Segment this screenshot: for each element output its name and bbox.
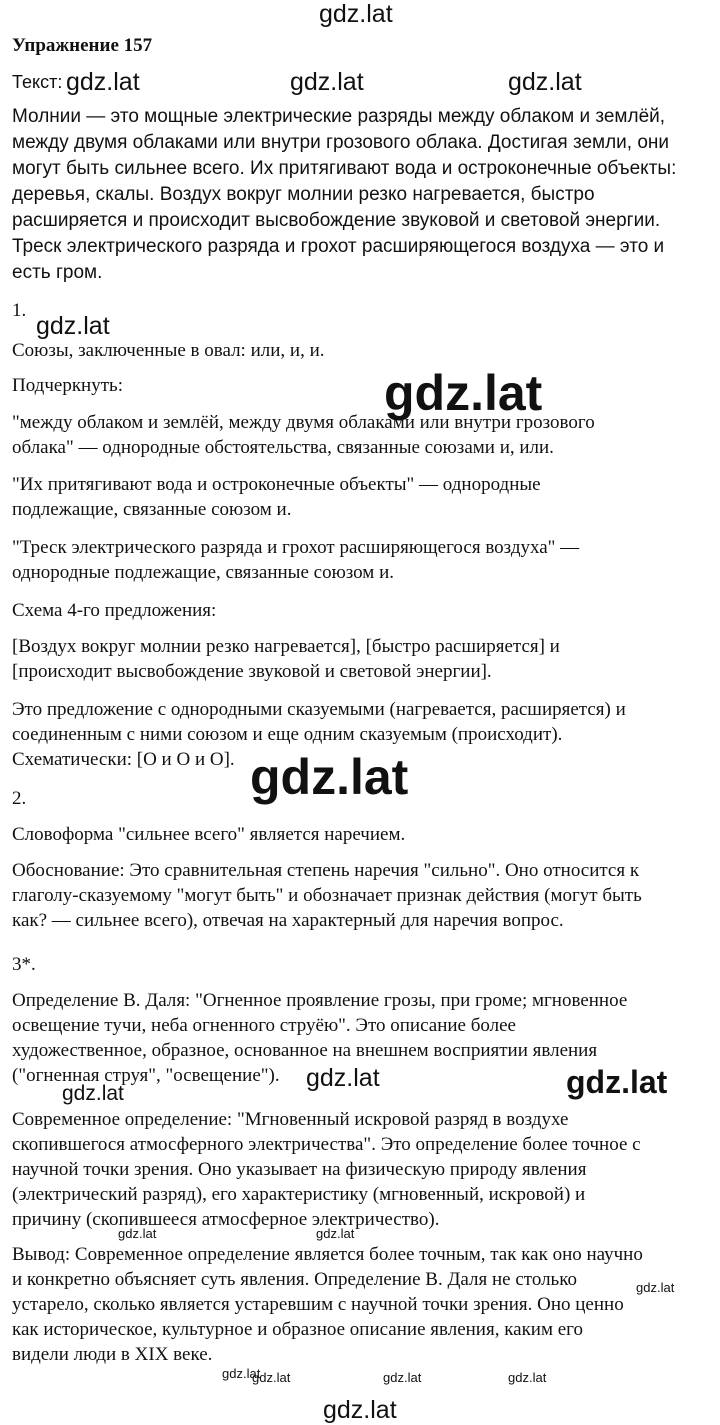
underline-label: Подчеркнуть: [12,375,123,396]
section-3-number: 3*. [12,954,36,975]
text-line: есть гром. [12,262,103,283]
watermark-small: gdz.lat [508,1370,547,1385]
watermark: gdz.lat [66,68,140,96]
dal-definition: Определение В. Даля: "Огненное проявление грозы, при громе; мгновенное освещение тучи, неба огненного струёю". Это описание более художественное, образное, основанное на внешнем восприятии явления ("огненная струя", "освещение"). [12,990,628,1086]
watermark: gdz.lat [62,1082,124,1105]
text-line: могут быть сильнее всего. Их притягивают вода и остроконечные объекты: [12,158,677,179]
header-watermark: gdz.lat [319,0,393,28]
item-3: "Треск электрического разряда и грохот расширяющегося воздуха" — однородные подлежащие, связанные союзом и. [12,537,580,583]
footer-watermark: gdz.lat [323,1396,397,1424]
modern-definition: Современное определение: "Мгновенный искровой разряд в воздухе скопившегося атмосферного электричества". Это определение более точное с научной точки зрения. Оно указывает на физическую природу явления (электрический разряд), его характеристику (мгновенный, искровой) и причину (скопившееся атмосферное электричество). [12,1109,641,1230]
unions-text: Союзы, заключенные в овал: или, и, и. [12,340,325,361]
watermark-small: gdz.lat [636,1280,675,1295]
scheme: [Воздух вокруг молнии резко нагревается], [быстро расширяется] и [происходит высвобождение звуковой и световой энергии]. [12,636,560,682]
statement: Словоформа "сильнее всего" является наречием. [12,824,406,845]
watermark-large: gdz.lat [250,749,409,805]
reasoning: Обоснование: Это сравнительная степень наречия "сильно". Оно относится к глаголу-сказуемому "могут быть" и обозначает признак действия (могут быть как? — сильнее всего), отвечая на характерный для наречия вопрос. [12,860,642,931]
watermark-small: gdz.lat [316,1226,355,1241]
watermark-small: gdz.lat [383,1370,422,1385]
explanation: Это предложение с однородными сказуемыми (нагревается, расширяется) и соединенным с ними союзом и еще одним сказуемым (происходит). Схематически: [О и О и О]. [12,699,626,770]
text-line: расширяется и происходит высвобождение звуковой и световой энергии. [12,210,661,231]
watermark-medium: gdz.lat [566,1064,668,1100]
conclusion: Вывод: Современное определение является более точным, так как оно научно и конкретно объясняет суть явления. Определение В. Даля не столько устарело, сколько является устаревшим с научной точки зрения. Оно ценно как историческое, культурное и образное описание явления, каким его видели люди в XIX веке. [12,1244,643,1365]
text-line: деревья, скалы. Воздух вокруг молнии резко нагревается, быстро [12,184,595,205]
watermark-small: gdz.lat [252,1370,291,1385]
page-title: Упражнение 157 [12,35,153,56]
watermark: gdz.lat [508,68,582,96]
item-2: "Их притягивают вода и остроконечные объекты" — однородные подлежащие, связанные союзом и. [12,474,541,520]
source-text [12,104,676,286]
text-label: Текст: [12,72,63,92]
section-2-number: 2. [12,788,27,809]
watermark: gdz.lat [306,1064,380,1092]
item-1: "между облаком и землёй, между двумя облаками или внутри грозового облака" — однородные обстоятельства, связанные союзами и, или. [12,412,595,458]
text-line: между двумя облаками или внутри грозового облака. Достигая земли, они [12,132,670,153]
section-1-number: 1. [12,300,27,321]
text-line: Молнии — это мощные электрические разряды между облаком и землёй, [12,106,666,127]
watermark: gdz.lat [290,68,364,96]
watermark-small: gdz.lat [222,1366,261,1381]
text-line: Треск электрического разряда и грохот расширяющегося воздуха — это и [12,236,665,257]
scheme-label: Схема 4-го предложения: [12,600,217,621]
watermark-small: gdz.lat [118,1226,157,1241]
watermark-large: gdz.lat [384,365,543,421]
watermark: gdz.lat [36,312,110,340]
